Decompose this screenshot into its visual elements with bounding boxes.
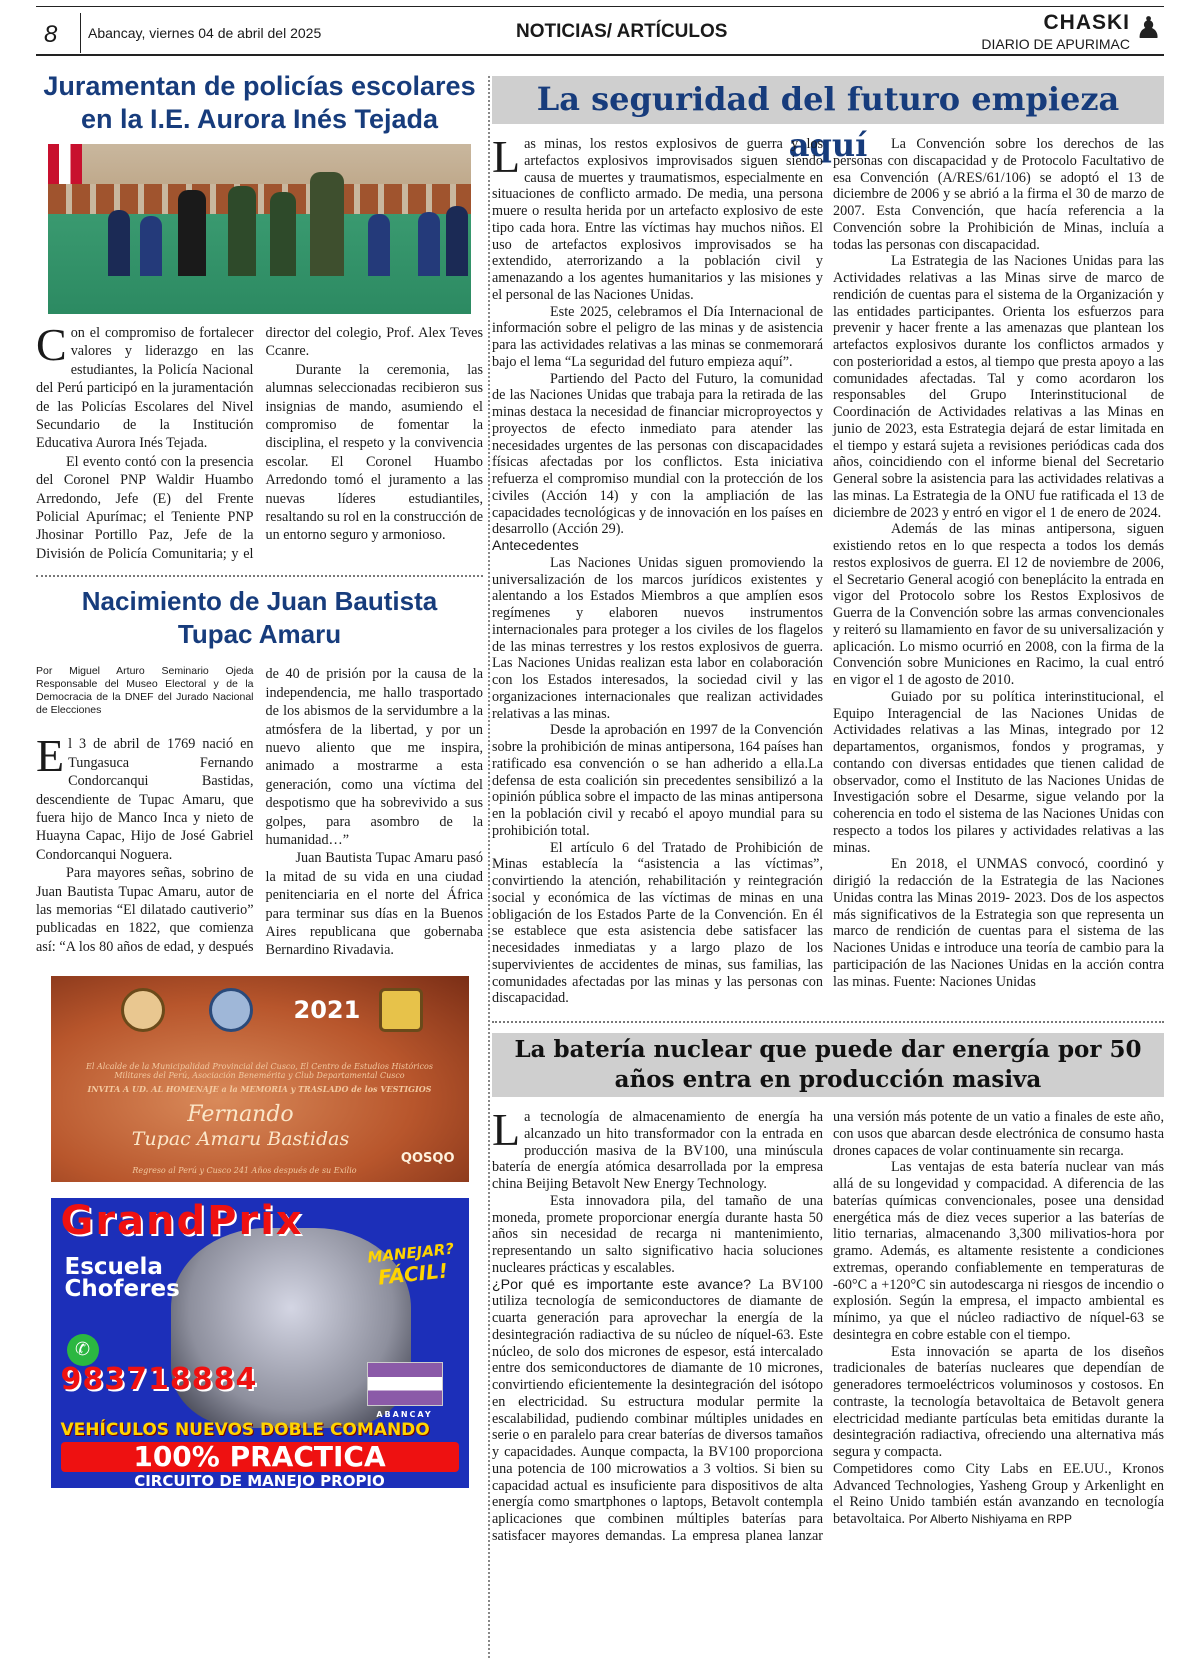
question-subheading: ¿Por qué es importante este avance?	[492, 1276, 751, 1293]
paragraph	[36, 319, 254, 453]
tupac-article-body	[36, 665, 483, 960]
battery-article-body	[492, 1104, 1164, 1545]
ad-practice-line: 100% PRACTICA	[61, 1442, 459, 1472]
paragraph: Esta innovadora pila, del tamaño de una moneda, promete proporcionar energía durante hasta 50 años sin necesidad de recarga ni mantenimiento, representando un salto significativo hacia soluciones nucleares prácticas y escalables.	[492, 1192, 823, 1276]
column-divider	[488, 76, 490, 1658]
section-divider	[492, 1021, 1164, 1023]
brand-subtitle: DIARIO DE APURIMAC	[981, 36, 1130, 52]
photo-background-balls	[48, 184, 471, 214]
paragraph-text: La BV100 utiliza tecnología de semiconductores de diamante de cuarta generación para aprovechar la energía de la desintegración radiactiva de su núcleo de níquel-63. Este núcleo, de solo dos micrones de espesor, está intercalado entre dos semiconductores de diamante de 10 micrones, convirtiendo eficientemente la desintegración del isótopo en electricidad. Su estructura modular permite la escalabilidad, pudiendo combinar múltiples unidades en serie o en paralelo para crear baterías de diversos tamaños y capacidades. Aunque compacta, la BV100 proporciona una potencia de 100 microwatios a 3 voltios. Si bien su capacidad actual es insuficiente para dispositivos de alta energía como smartphones o laptops, Betavolt contempla aplicaciones que combinen múltiples baterías para satisfacer mayores demandas. La empresa planea lanzar una versión más potente de un vatio a finales de este año, con usos que abarcan desde electrónica de consumo hasta drones capaces de volar continuamente sin recarga.	[492, 1109, 1164, 1544]
paragraph	[492, 1104, 823, 1193]
dropcap: L	[492, 1104, 521, 1155]
paragraph	[833, 1461, 1164, 1528]
paragraph	[36, 730, 254, 864]
photo-figure	[310, 172, 344, 276]
dropcap: L	[492, 131, 521, 182]
battery-columns	[492, 1104, 1164, 1545]
ad-slogan-line: MANEJAR?	[366, 1239, 455, 1267]
mines-columns	[492, 131, 1164, 1007]
ad-vehicles-line: VEHÍCULOS NUEVOS DOBLE COMANDO	[60, 1419, 430, 1440]
page-number: 8	[44, 21, 58, 48]
paragraph: Además de las minas antipersona, siguen existiendo retos en lo que respecta a todos los demás restos explosivos de guerra. El 12 de noviembre de 2006, el Secretario General acogió con beneplácito la entrada en vigor del Protocolo sobre los Restos Explosivos de Guerra de la Convención sobre las armas convencionales y reiteró su llamamiento en favor de su universalización y aplicación. Lo mismo ocurrió en 2008, con la firma de la Convención sobre Municiones en Racimo, la cual entró en vigor el 1 de agosto de 2010.	[833, 521, 1164, 688]
police-article-body	[36, 319, 483, 563]
commemoration-invitation-image	[51, 976, 469, 1182]
paragraph: Durante la ceremonia, las alumnas seleccionadas recibieron sus insignias de mando, asumiendo el compromiso de fomentar la disciplina, el respeto y la convivencia escolar. El Coronel Huambo Arredondo tomó el juramento a las nuevas líderes estudiantiles, resaltando su rol en la construcción de un entorno seguro y armonioso.	[265, 361, 483, 544]
paragraph: El artículo 6 del Tratado de Prohibición de Minas establecía la “asistencia a las víctimas”, convirtiendo la atención, rehabilitación y reintegración social y económica de las víctimas de minas en una obligación de los Estados Parte de la Convención. En él se establece que esta asistencia debe satisfacer las necesidades inmediatas y a largo plazo de los supervivientes de accidentes de minas, sus familias, las comunidades afectadas por las minas y las personas con discapacidad.	[492, 839, 823, 1007]
mines-headline: La seguridad del futuro empieza aquí	[492, 76, 1164, 124]
paragraph: El evento contó con la presencia del Coronel PNP Waldir Huambo Arredondo, Jefe (E) del Frente Policial Apurímac; el Teniente PNP Jhosinar Portillo Paz, Jefe de la División de Policía Comunitaria; y el director del colegio, Prof. Alex Teves Ccanre.	[36, 325, 483, 562]
ad-phone-number: 983718884	[60, 1361, 258, 1397]
ad-school-name	[64, 1253, 180, 1302]
invitation-footer: Regreso al Perú y Cusco 241 Años después de su Exilio	[132, 1165, 357, 1175]
invitation-hosts: El Alcalde de la Municipalidad Provincial del Cusco, El Centro de Estudios Históricos Militares del Perú, Asociación Benemérita y Club Departamental Cusco	[86, 1061, 433, 1080]
paragraph-text: l 3 de abril de 1769 nació en Tungasuca Fernando Condorcanqui Bastidas, descendiente de Tupac Amaru, que fuera hijo de Manco Inca y nieto de Huayna Capac, Hijo de José Gabriel Condorcanqui Noguera.	[36, 736, 254, 863]
subheading: Antecedentes	[492, 538, 579, 554]
paragraph: La Estrategia de las Naciones Unidas para las Actividades relativas a las Minas sirve de marco de rendición de cuentas para el sistema de la Organización y las entidades participantes. Orienta los esfuerzos para prevenir y hacer frente a las amenazas que plantean los artefactos explosivos durante los conflictos armados y con posterioridad a estos, al tiempo que presta apoyo a las comunidades afectadas. Tal y como acordaron los responsables del Grupo Interinstitucional de Coordinación de Actividades relativas a las Minas en junio de 2023, esta Estrategia dejará de estar limitada en el tiempo y estará sujeta a revisiones periódicas cada dos años, coincidiendo con el informe bienal del Secretario General sobre la asistencia para las actividades relativas a las minas. La Estrategia de la ONU fue ratificada el 13 de diciembre de 2023 y entró en vigor el 1 de enero de 2024.	[833, 253, 1164, 521]
header-divider	[80, 13, 81, 53]
municipal-seal-icon	[121, 988, 165, 1032]
section-divider	[36, 575, 483, 577]
ad-slogan-line: FÁCIL!	[376, 1258, 449, 1290]
left-column	[36, 70, 483, 1488]
mines-article-body	[492, 131, 1164, 1007]
paragraph: Desde la aprobación en 1997 de la Convención sobre la prohibición de minas antipersona, 164 países han ratificado esa convención o se han adherido a ella.La defensa de esta coalición sin precedentes sensibilizó a la opinión pública sobre el impacto de las minas antipersona en la población civil y recabó el apoyo mundial para su prohibición total.	[492, 722, 823, 839]
paragraph: Juan Bautista Tupac Amaru pasó la mitad de su vida en una ciudad penitenciaria en el norte del África para terminar sus días en la Buenos Aires republicana que gobernaba Bernardino Rivadavia.	[265, 850, 483, 959]
photo-figure	[418, 212, 440, 276]
photo-figure	[228, 186, 256, 276]
paragraph	[492, 131, 823, 304]
photo-figure	[270, 192, 296, 276]
paragraph: La Convención sobre los derechos de las personas con discapacidad y de Protocolo Facultativo de esa Convención (A/RES/61/106) se adoptó el 13 de diciembre de 2006 y se abrió a la firma el 30 de marzo de 2007. Esta Convención, que hacía referencia a la Convención sobre la Prohibición de Minas, incluía a todas las personas con discapacidad.	[833, 136, 1164, 253]
section-title: NOTICIAS/ ARTÍCULOS	[516, 21, 728, 42]
tupac-headline: Nacimiento de Juan Bautista Tupac Amaru	[81, 586, 438, 650]
honoree-first-name: Fernando	[187, 1101, 294, 1127]
paragraph: Guiado por su política interinstitucional, el Equipo Interagencial de las Naciones Unidas de Actividades relativas a las Minas, integrado por 12 departamentos, organismos, fondos y programas, y contando con diversas entidades que tienen calidad de observador, como el Instituto de las Naciones Unidas de Investigación sobre el Desarme, sigue velando por la coherencia en todo el sistema de las Naciones Unidas con respecto a todos los pilares y actividades relativas a las minas.	[833, 688, 1164, 856]
newspaper-brand	[981, 11, 1130, 52]
ad-city: ABANCAY	[376, 1409, 433, 1419]
chaski-runner-icon: ♟	[1135, 12, 1162, 45]
paragraph: Las Naciones Unidas siguen promoviendo la universalización de los marcos jurídicos existentes y alentando a los Estados Miembros a que amplíen esos regímenes y elaboren nuevos instrumentos internacionales para proteger a los civiles de los flagelos de las minas terrestres y los restos explosivos de guerra. Las Naciones Unidas realizan esta labor en colaboración con los Estados interesados, la sociedad civil y las organizaciones internacionales que realizan actividades relativas a las minas.	[492, 554, 823, 722]
photo-figure	[368, 214, 390, 276]
qosqo-watermark: QOSQO	[400, 1150, 455, 1166]
issue-date: Abancay, viernes 04 de abril del 2025	[88, 25, 322, 41]
paragraph: Esta innovación se aparta de los diseños tradicionales de baterías nucleares que dependían de generadores termoeléctricos voluminosos y costosos. En contraste, la tecnología betavoltaica de Betavolt genera electricidad mediante partículas beta emitidas durante la desintegración radiactiva, ofreciendo una alternativa más segura y compacta.	[833, 1343, 1164, 1460]
battery-headline: La batería nuclear que puede dar energía por 50 años entra en producción masiva	[492, 1033, 1164, 1097]
paragraph: Partiendo del Pacto del Futuro, la comunidad de las Naciones Unidas que trabaja para la retirada de las minas destaca la necesidad de financiar microproyectos y proyectos de efecto inmediato para atender las necesidades urgentes de las personas con discapacidades físicas afectadas por los conflictos. Esta iniciativa refuerza el compromiso mundial con la protección de los civiles (Acción 14) y con la ampliación de las capacidades tecnológicas y de innovación en los países en desarrollo (Acción 29).	[492, 370, 823, 538]
photo-figure	[446, 206, 468, 276]
ad-school-line: Escuela	[64, 1253, 163, 1280]
photo-figure	[108, 210, 130, 276]
author-byline: Por Miguel Arturo Seminario Ojeda Responsable del Museo Electoral y de la Democracia de la DNEF del Jurado Nacional de Elecciones	[36, 665, 254, 717]
ad-circuit-line: CIRCUITO DE MANEJO PROPIO	[134, 1471, 385, 1488]
abancay-flag-icon	[367, 1362, 443, 1406]
institution-seal-icon	[209, 988, 253, 1032]
club-crest-icon	[379, 988, 423, 1032]
paragraph: En 2018, el UNMAS convocó, coordinó y dirigió la redacción de la Estrategia de las Naciones Unidas contra las Minas 2019- 2023. Dos de los aspectos más significativos de la Estrategia son que representa un marco de rendición de cuentas para el sistema de las Naciones Unidas e introduce una teoría de cambio para la participación de las Naciones Unidas en la acción contra las minas. Fuente: Naciones Unidas	[833, 856, 1164, 990]
paragraph: Este 2025, celebramos el Día Internacional de información sobre el peligro de las minas y de asistencia para las actividades relativas a las minas se conmemorará bajo el lema “La seguridad del futuro empieza aquí”.	[492, 303, 823, 370]
paragraph-text: on el compromiso de fortalecer valores y liderazgo en las estudiantes, la Policía Nacional del Perú participó en la juramentación de las Policías Escolares del Nivel Secundario de la Institución Educativa Aurora Inés Tejada.	[36, 325, 254, 452]
paragraph-text: as minas, los restos explosivos de guerra y los artefactos explosivos improvisados siguen siendo causa de muertes y traumatismos, especialmente en situaciones de conflicto armado. De media, una persona muere o resulta herida por un artefacto explosivo de este tipo cada hora. Entre las víctimas hay muchos niños. El uso de artefactos explosivos improvisados se ha extendido, aterrorizando a la población civil y amenazando a los agentes humanitarios y las misiones y el personal de las Naciones Unidas.	[492, 136, 823, 303]
invitation-call: INVITA A UD. AL HOMENAJE a la MEMORIA y TRASLADO de los VESTIGIOS	[87, 1083, 432, 1094]
dropcap: E	[36, 730, 65, 782]
dropcap: C	[36, 319, 67, 370]
brand-name: CHASKI	[1043, 11, 1130, 34]
ad-school-line: Choferes	[64, 1275, 180, 1302]
page-header	[36, 6, 1164, 56]
photo-figure	[178, 190, 206, 276]
article-credit: Por Alberto Nishiyama en RPP	[908, 1512, 1073, 1526]
paragraph: Las ventajas de esta batería nuclear van más allá de su longevidad y compacidad. A diferencia de las baterías químicas convencionales, posee una densidad energética más de diez veces superior a las baterías de litio ternarias, almacenando 3,300 milivatios-hora por gramo. Además, es altamente resistente a condiciones extremas, operando confiablemente en temperaturas de -60°C a +120°C sin autodescarga ni riesgos de incendio o explosión. Según la empresa, el impacto ambiental es mínimo, ya que el núcleo radiactivo de níquel-63 se desintegra en cobre estable con el tiempo.	[833, 1159, 1164, 1343]
paragraph-text: Competidores como City Labs en EE.UU., Kronos Advanced Technologies, Yasheng Group y Arkenlight en el Reino Unido también están avanzando en tecnología betavoltaica.	[833, 1460, 1164, 1527]
paragraph-text: a tecnología de almacenamiento de energía ha alcanzado un hito transformador con la entrada en producción masiva de la BV100, una minúscula batería de energía atómica desarrollada por la empresa china Beijing Betavolt New Energy Technology.	[492, 1109, 823, 1192]
photo-figure	[140, 216, 162, 276]
paragraph: Para mayores señas, sobrino de Juan Bautista Tupac Amaru, autor de las memorias “El dilatado cautiverio” publicadas en 1822, que comienza así: “A los 80 años de edad, y después de 40 de prisión por la causa de la independencia, me hallo trasportado de los abismos de la servidumbre a la atmósfera de la libertad, y por un nuevo aliento que me inspira, animado a mostrarme a esta generación, como una víctima del despotismo que ha sobrevivido a sus golpes, para asombro de la humanidad…”	[36, 666, 483, 955]
ad-brand: GrandPrix	[60, 1197, 304, 1244]
invitation-year: 2021	[293, 995, 361, 1024]
right-column	[492, 76, 1164, 1545]
whatsapp-icon: ✆	[67, 1334, 99, 1366]
police-headline: Juramentan de policías escolares en la I.E. Aurora Inés Tejada	[43, 71, 476, 134]
honoree-surname: Tupac Amaru Bastidas	[131, 1127, 350, 1150]
driving-school-advertisement	[51, 1198, 469, 1488]
police-ceremony-photo	[48, 144, 471, 314]
